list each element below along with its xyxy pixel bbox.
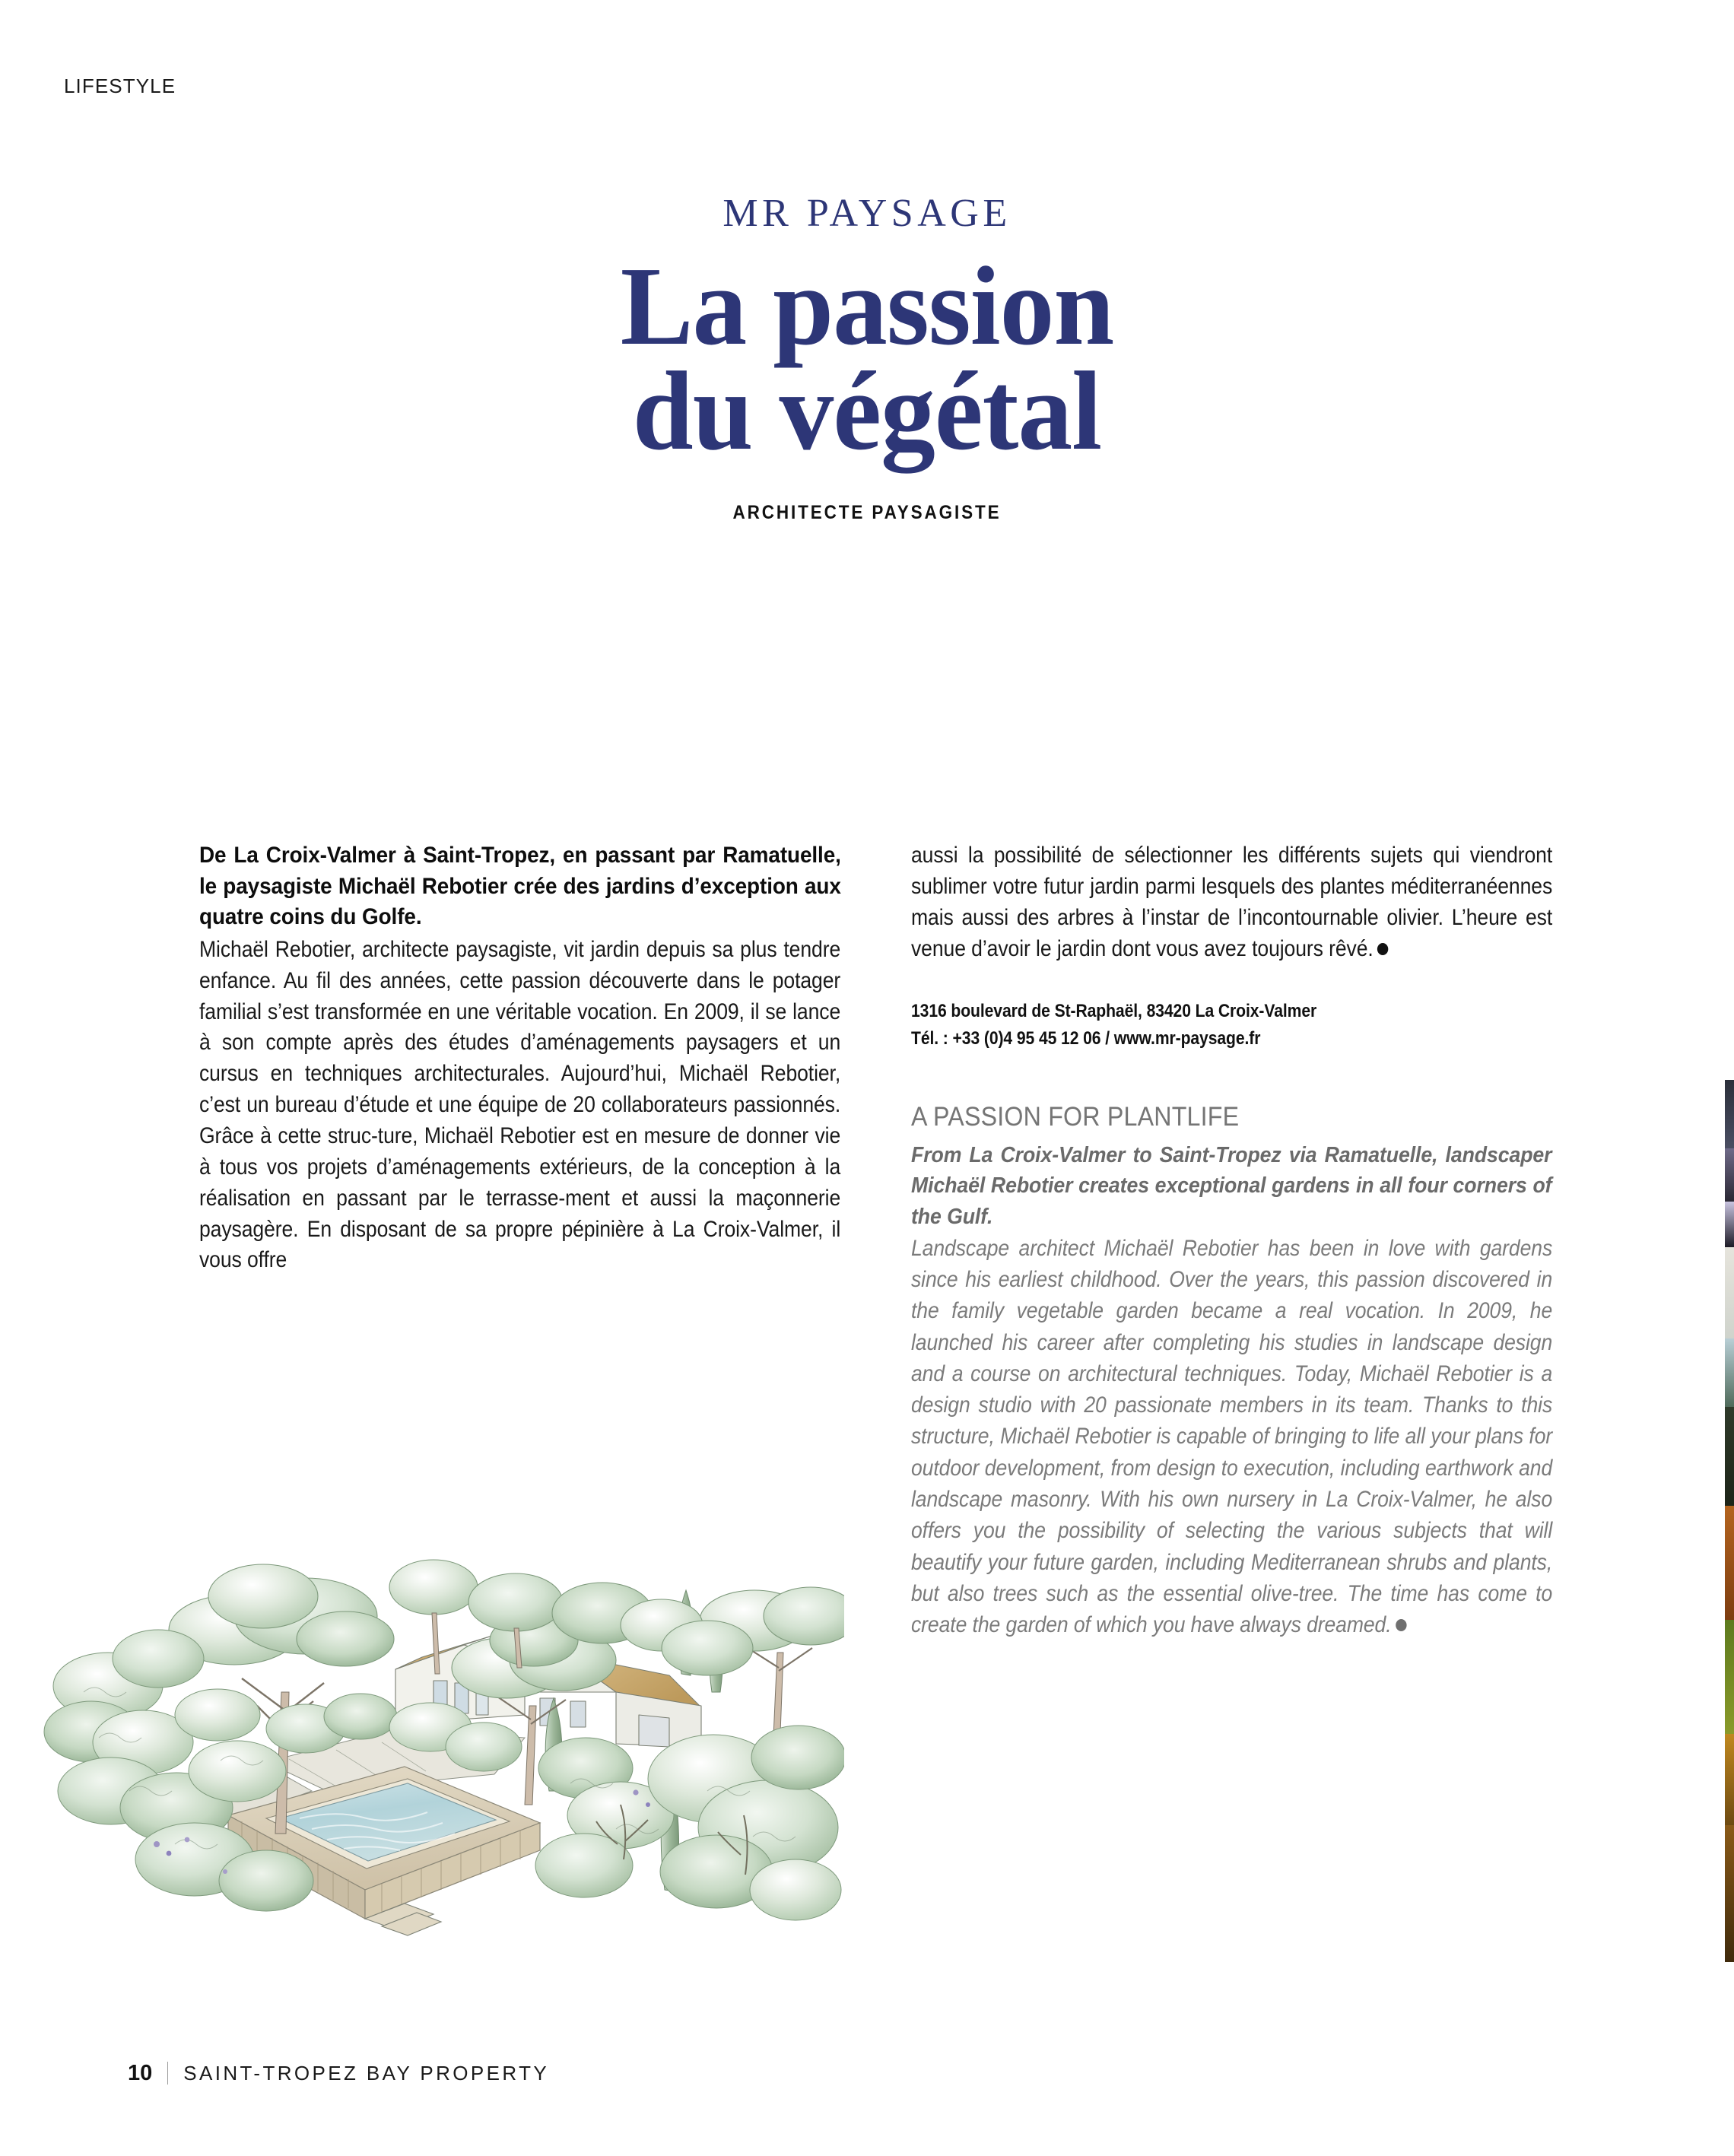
folio-page-number: 10 xyxy=(128,2060,153,2085)
standfirst: ARCHITECTE PAYSAGISTE xyxy=(732,502,1002,524)
headline-line-2: du végétal xyxy=(632,348,1102,474)
contact-address: 1316 boulevard de St-Raphaël, 83420 La Croix-Valmer xyxy=(911,1001,1317,1022)
article-lead-en: From La Croix-Valmer to Saint-Tropez via Ramatuelle, landscaper Michaël Rebotier creates exceptional gardens in all four corners of the Gulf. xyxy=(911,1142,1552,1230)
end-mark-icon xyxy=(1377,943,1388,955)
facing-page-bleed xyxy=(1725,1080,1734,1962)
article-body-fr-right-text: aussi la possibilité de sélectionner les différents sujets qui viendront sublimer votre futur jardin parmi lesquels des plantes méditerranéennes mais aussi des arbres à l’instar de l’incontournable olivier. L’heure est venue d’avoir le jardin dont vous avez toujours rêvé. xyxy=(911,843,1553,961)
title-block xyxy=(0,194,1734,522)
end-mark-icon-en xyxy=(1396,1619,1406,1631)
headline-line-1: La passion xyxy=(620,244,1114,369)
article-title-en: A PASSION FOR PLANTLIFE xyxy=(911,1102,1240,1132)
article-body-en xyxy=(911,1233,1552,1641)
folio-divider xyxy=(167,2062,168,2085)
translation-block xyxy=(911,1103,1553,1640)
folio xyxy=(128,2062,549,2085)
garden-illustration-svg xyxy=(38,1464,844,1954)
section-rubric: LIFESTYLE xyxy=(64,75,176,97)
contact-block xyxy=(911,998,1549,1053)
brand-kicker: MR PAYSAGE xyxy=(722,192,1012,235)
article-lead-fr: De La Croix-Valmer à Saint-Tropez, en passant par Ramatuelle, le paysagiste Michaël Rebotier crée des jardins d’exception aux quatre coins du Golfe. xyxy=(199,843,841,930)
page-title xyxy=(26,244,1708,474)
article-body-en-text: Landscape architect Michaël Rebotier has been in love with gardens since his earliest childhood. Over the years, this passion discovered in the family vegetable garden became a real vocation. In 2009, he launched his career after completing his studies in landscape design and a course on architectural techniques. Today, Michaël Rebotier is a design studio with 20 passionate members in its team. Thanks to this structure, Michaël Rebotier is capable of bringing to life all your plans for outdoor development, from design to execution, including earthwork and landscape masonry. With his own nursery in La Croix-Valmer, he also offers you the possibility of selecting the various subjects that will beautify your future garden, including Mediterranean shrubs and plants, but also trees such as the essential olive-tree. The time has come to create the garden of which you have always dreamed. xyxy=(911,1235,1553,1638)
folio-publication-title: SAINT-TROPEZ BAY PROPERTY xyxy=(183,2062,550,2085)
column-right xyxy=(911,840,1553,1641)
article-body-fr-right xyxy=(911,840,1552,964)
garden-illustration xyxy=(38,1464,844,1954)
article-body-fr-left: Michaël Rebotier, architecte paysagiste, vit jardin depuis sa plus tendre enfance. Au fil des années, cette passion découverte dans le potager familial s’est transformée en une véritable vocation. En 2009, il se lance à son compte après des études d’aménagements paysagers et un cursus en techniques architecturales. Aujourd’hui, Michaël Rebotier, c’est un bureau d’étude et une équipe de 20 collaborateurs passionnés. Grâce à cette struc-ture, Michaël Rebotier est en mesure de donner vie à tous vos projets d’aménagements extérieurs, de la conception à la réalisation en passant par le terrasse-ment et aussi la maçonnerie paysagère. En disposant de sa propre pépinière à La Croix-Valmer, il vous offre xyxy=(199,936,841,1273)
contact-phone-web[interactable]: Tél. : +33 (0)4 95 45 12 06 / www.mr-paysage.fr xyxy=(911,1028,1261,1049)
